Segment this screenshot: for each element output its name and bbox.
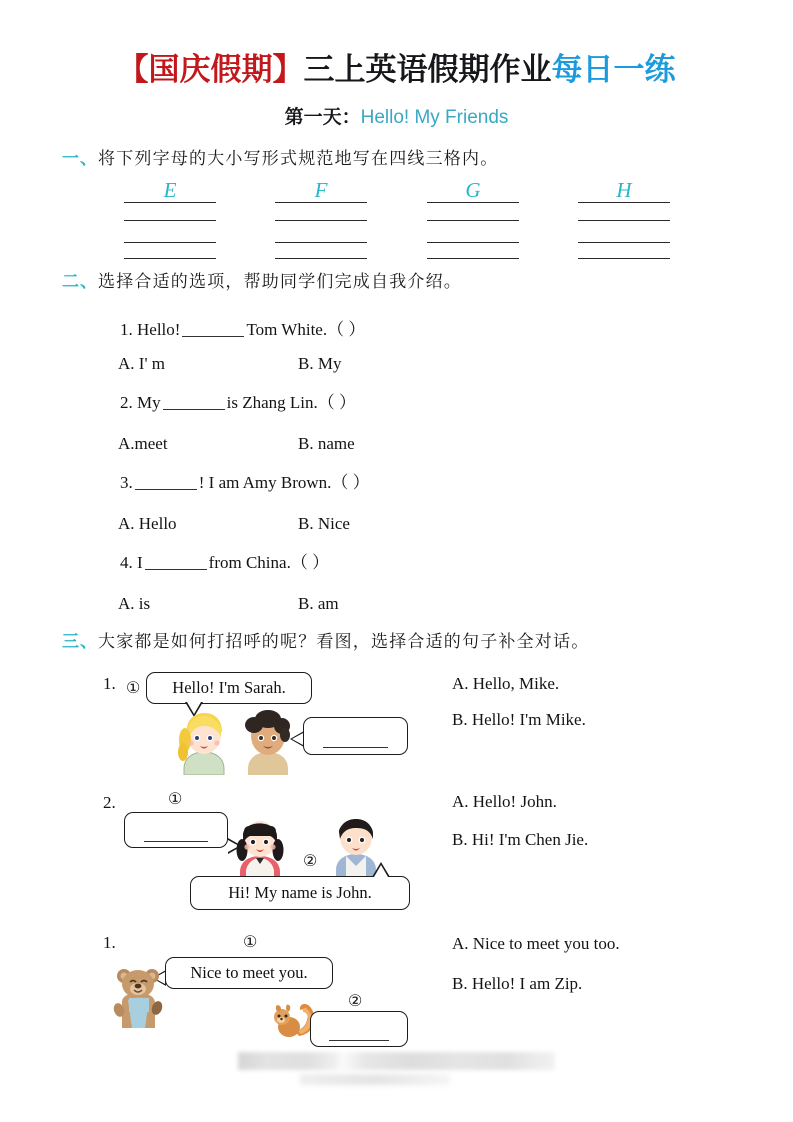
four-line-grid-h[interactable] xyxy=(578,202,670,260)
dialogue-1-bubble-one-text: Hello! I'm Sarah. xyxy=(172,678,286,697)
letter-sample-h: H xyxy=(616,178,632,202)
subtitle-day-label: 第一天： xyxy=(284,107,361,128)
grid-line xyxy=(124,242,216,243)
grid-line xyxy=(275,258,367,259)
section-2-heading xyxy=(62,270,462,294)
question-2-blank[interactable] xyxy=(163,395,225,410)
question-1-blank[interactable] xyxy=(182,322,244,337)
question-4 xyxy=(120,551,329,575)
grid-line xyxy=(124,202,216,203)
question-1-option-a[interactable]: A. I' m xyxy=(118,354,165,373)
grid-line xyxy=(578,220,670,221)
question-4-number: 4. xyxy=(120,553,133,572)
grid-line xyxy=(578,242,670,243)
question-4-blank[interactable] xyxy=(145,555,207,570)
question-2-after: is Zhang Lin.（ ） xyxy=(226,393,357,412)
dialogue-2-bubble-two-text: Hi! My name is John. xyxy=(228,883,372,902)
question-3-blank[interactable] xyxy=(135,475,197,490)
dialogue-3-mark-one: ① xyxy=(243,934,258,951)
subtitle-topic: Hello! My Friends xyxy=(360,107,509,128)
dialogue-2-mark-two: ② xyxy=(303,853,318,870)
grid-line xyxy=(124,220,216,221)
question-1 xyxy=(120,318,365,342)
four-line-grid-f[interactable] xyxy=(275,202,367,260)
grid-line xyxy=(578,258,670,259)
question-4-option-a[interactable]: A. is xyxy=(118,594,151,613)
page-title xyxy=(0,50,793,90)
dialogue-3-number: 1. xyxy=(103,933,116,952)
dialogue-3-answer-b[interactable]: B. Hello! I am Zip. xyxy=(452,974,583,993)
dialogue-2-number: 2. xyxy=(103,793,116,812)
grid-line xyxy=(427,242,519,243)
question-2-before: My xyxy=(137,393,161,412)
dialogue-3-answer-blank[interactable] xyxy=(329,1039,388,1041)
four-line-grid-g[interactable] xyxy=(427,202,519,260)
dialogue-3-bubble-one xyxy=(165,957,333,989)
dialogue-1-answer-a[interactable]: A. Hello, Mike. xyxy=(452,674,560,693)
grid-line xyxy=(427,258,519,259)
dialogue-1-answer-b[interactable]: B. Hello! I'm Mike. xyxy=(452,710,586,729)
dialogue-1-bubble-one xyxy=(146,672,312,704)
question-2-option-a[interactable]: A.meet xyxy=(118,434,168,453)
grid-line xyxy=(124,258,216,259)
question-4-after: from China.（ ） xyxy=(208,553,330,572)
dialogue-2-answer-b[interactable]: B. Hi! I'm Chen Jie. xyxy=(452,830,589,849)
bear-illustration xyxy=(112,962,166,1028)
question-2 xyxy=(120,391,356,415)
section-3-marker: 三、 xyxy=(62,632,98,651)
section-3-text: 大家都是如何打招呼的呢？看图，选择合适的句子补全对话。 xyxy=(98,632,590,651)
section-1-heading xyxy=(62,147,498,171)
section-3-heading xyxy=(62,630,589,654)
dialogue-2-bubble-two xyxy=(190,876,410,910)
letter-sample-g: G xyxy=(465,178,481,202)
boy-mike-illustration xyxy=(240,707,296,775)
dialogue-2-answer-a[interactable]: A. Hello! John. xyxy=(452,792,557,811)
four-line-grid-e[interactable] xyxy=(124,202,216,260)
dialogue-2-mark-one: ① xyxy=(168,791,183,808)
dialogue-3-bubble-two[interactable] xyxy=(310,1011,408,1047)
dialogue-1-number: 1. xyxy=(103,674,116,693)
dialogue-3-mark-two: ② xyxy=(348,993,363,1010)
question-2-option-b[interactable]: B. name xyxy=(298,434,355,453)
blurred-watermark-sub xyxy=(300,1074,450,1085)
question-1-option-b[interactable]: B. My xyxy=(298,354,342,373)
dialogue-1-bubble-two[interactable] xyxy=(303,717,408,755)
question-3-option-b[interactable]: B. Nice xyxy=(298,514,350,533)
subtitle xyxy=(0,104,793,132)
question-3-after: ! I am Amy Brown.（ ） xyxy=(198,473,370,492)
dialogue-3-answer-a[interactable]: A. Nice to meet you too. xyxy=(452,934,620,953)
title-holiday-tag: 【国庆假期】 xyxy=(117,52,304,87)
grid-line xyxy=(275,242,367,243)
girl-sarah-illustration xyxy=(176,707,232,775)
dialogue-2-answer-blank[interactable] xyxy=(144,840,208,842)
dialogue-1-answer-blank[interactable] xyxy=(323,746,387,748)
letter-row xyxy=(0,178,793,204)
grid-line xyxy=(275,202,367,203)
grid-line xyxy=(427,220,519,221)
dialogue-2-bubble-one[interactable] xyxy=(124,812,228,848)
question-1-before: Hello! xyxy=(137,320,181,339)
question-4-before: I xyxy=(137,553,143,572)
letter-sample-f: F xyxy=(314,178,328,202)
title-daily-tag: 每日一练 xyxy=(551,52,676,87)
question-2-number: 2. xyxy=(120,393,133,412)
letter-sample-e: E xyxy=(163,178,177,202)
dialogue-2-bubble-two-tail xyxy=(372,862,390,877)
grid-line xyxy=(275,220,367,221)
grid-line xyxy=(578,202,670,203)
title-main: 三上英语假期作业 xyxy=(303,52,552,87)
question-1-after: Tom White.（ ） xyxy=(246,320,366,339)
dialogue-1-mark-one: ① xyxy=(126,680,141,697)
girl-chenjie-illustration xyxy=(232,812,288,878)
question-3-option-a[interactable]: A. Hello xyxy=(118,514,177,533)
question-3 xyxy=(120,471,370,495)
question-1-number: 1. xyxy=(120,320,133,339)
section-2-text: 选择合适的选项，帮助同学们完成自我介绍。 xyxy=(98,272,462,291)
section-1-text: 将下列字母的大小写形式规范地写在四线三格内。 xyxy=(98,149,499,168)
question-4-option-b[interactable]: B. am xyxy=(298,594,339,613)
question-3-number: 3. xyxy=(120,473,133,492)
section-2-marker: 二、 xyxy=(62,272,98,291)
dialogue-3-bubble-one-text: Nice to meet you. xyxy=(190,963,308,982)
grid-line xyxy=(427,202,519,203)
section-1-marker: 一、 xyxy=(62,149,98,168)
blurred-watermark xyxy=(238,1052,555,1070)
